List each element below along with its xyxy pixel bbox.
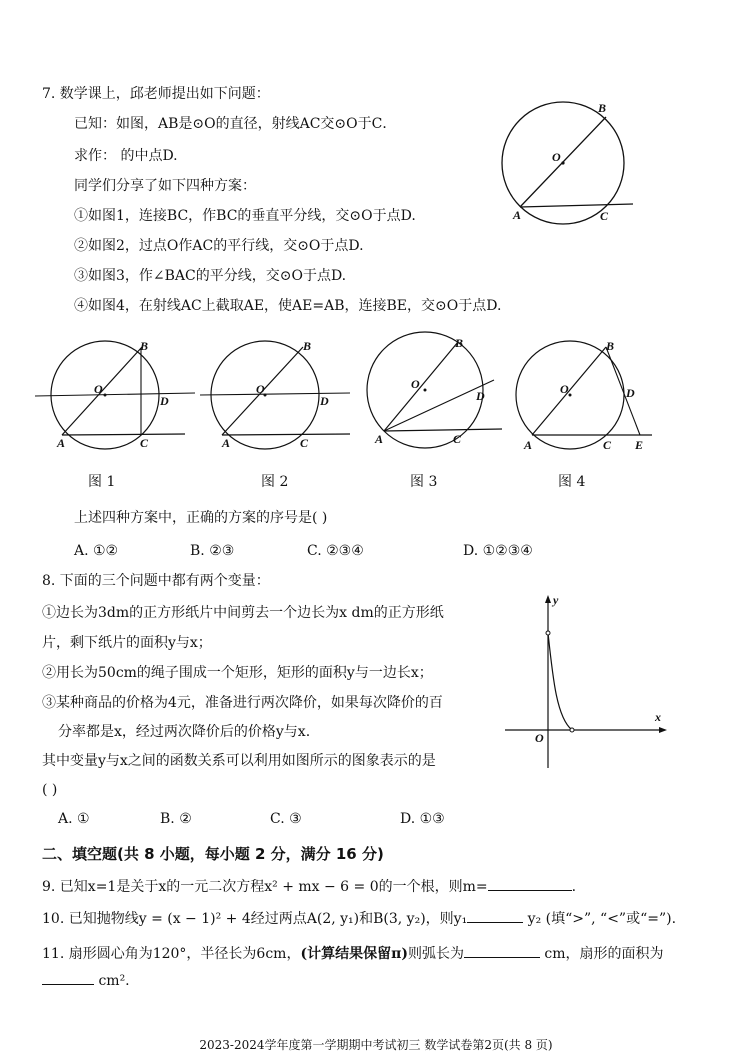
q11-arc-blank[interactable] xyxy=(464,943,540,958)
q10-answer-blank[interactable] xyxy=(467,908,523,923)
q9-text: 9. 已知x=1是关于x的一元二次方程x² + mx − 6 = 0的一个根，则m= xyxy=(42,879,488,895)
fig1-label-C: C xyxy=(140,436,149,450)
q8-conclusion: 其中变量y与x之间的函数关系可以利用如图所示的图象表示的是 xyxy=(42,753,436,769)
q11-text-d: cm². xyxy=(98,973,130,989)
q8-graph xyxy=(505,590,675,770)
fig2-label-B: B xyxy=(303,339,312,353)
q7-figure-2 xyxy=(200,335,360,460)
fig1-label-D: D xyxy=(160,394,169,408)
fig2-label-C: C xyxy=(300,436,309,450)
q11-text-c: cm，扇形的面积为 xyxy=(544,946,664,962)
label-A: A xyxy=(513,208,522,222)
fig4-label-E: E xyxy=(635,438,644,452)
fig4-label-D: D xyxy=(626,386,635,400)
q8-option-b[interactable]: B. ② xyxy=(160,811,192,827)
q11-text-b: 则弧长为 xyxy=(407,946,464,962)
fig3-caption: 图 3 xyxy=(410,474,438,490)
fig2-label-O: O xyxy=(256,382,265,396)
q7-question: 上述四种方案中，正确的方案的序号是( ) xyxy=(74,510,328,526)
fig3-label-C: C xyxy=(453,432,462,446)
q7-option-c[interactable]: C. ②③④ xyxy=(307,543,364,559)
q8-bracket: ( ) xyxy=(42,782,58,798)
q8-option-d[interactable]: D. ①③ xyxy=(400,811,445,827)
fig4-label-O: O xyxy=(560,382,569,396)
fig2-caption: 图 2 xyxy=(261,474,289,490)
q7-option-a[interactable]: A. ①② xyxy=(74,543,119,559)
fig3-label-B: B xyxy=(455,336,464,350)
q7-stem: 7. 数学课上，邱老师提出如下问题： xyxy=(42,86,270,102)
fig3-label-D: D xyxy=(476,389,485,403)
section-2-heading: 二、填空题(共 8 小题，每小题 2 分，满分 16 分) xyxy=(42,845,384,863)
q7-find: 求作： 的中点D. xyxy=(74,148,178,164)
fig4-label-A: A xyxy=(524,438,533,452)
q7-given: 已知：如图，AB是⊙O的直径，射线AC交⊙O于C． xyxy=(74,116,397,132)
page-footer: 2023-2024学年度第一学期期中考试初三 数学试卷第2页(共 8 页) xyxy=(199,1038,553,1052)
fig4-label-B: B xyxy=(606,339,615,353)
label-B: B xyxy=(598,101,607,115)
q11-text-bold: (计算结果保留π) xyxy=(300,946,408,962)
fig4-label-C: C xyxy=(603,438,612,452)
q11-area-blank[interactable] xyxy=(42,970,94,985)
q9-answer-blank[interactable] xyxy=(488,876,572,891)
fig4-caption: 图 4 xyxy=(558,474,586,490)
q10 xyxy=(42,908,676,928)
q7-option-d[interactable]: D. ①②③④ xyxy=(463,543,533,559)
q7-intro: 同学们分享了如下四种方案： xyxy=(74,178,256,194)
q8-label-O: O xyxy=(535,731,544,745)
q11-line2 xyxy=(42,970,130,990)
q8-label-y: y xyxy=(553,593,559,607)
q8-stem: 8. 下面的三个问题中都有两个变量： xyxy=(42,573,270,589)
label-C: C xyxy=(600,209,609,223)
fig1-label-O: O xyxy=(94,382,103,396)
q8-item-1a: ①边长为3dm的正方形纸片中间剪去一个边长为x dm的正方形纸 xyxy=(42,605,444,621)
q8-item-3a: ③某种商品的价格为4元，准备进行两次降价，如果每次降价的百 xyxy=(42,695,443,711)
q8-item-3b: 分率都是x，经过两次降价后的价格y与x. xyxy=(58,724,311,740)
q9 xyxy=(42,876,576,896)
fig3-label-A: A xyxy=(375,432,384,446)
q7-figure-3 xyxy=(362,330,507,455)
q7-plan-3: ③如图3，作∠BAC的平分线，交⊙O于点D. xyxy=(74,268,347,284)
q7-figure-4 xyxy=(512,335,662,460)
q11-text-a: 11. 扇形圆心角为120°，半径长为6cm， xyxy=(42,946,301,962)
q10-text-a: 10. 已知抛物线y = (x − 1)² + 4经过两点A(2, y₁)和B(3, y₂)，则y₁ xyxy=(42,911,468,927)
q7-figure-1 xyxy=(35,335,200,460)
fig1-label-A: A xyxy=(57,436,66,450)
fig1-caption: 图 1 xyxy=(88,474,116,490)
fig2-label-D: D xyxy=(320,394,329,408)
q7-main-figure xyxy=(480,95,640,230)
q9-end: . xyxy=(571,879,577,895)
q7-plan-1: ①如图1，连接BC，作BC的垂直平分线，交⊙O于点D. xyxy=(74,208,416,224)
fig3-label-O: O xyxy=(411,377,420,391)
q8-item-1b: 片，剩下纸片的面积y与x； xyxy=(42,635,212,651)
q11 xyxy=(42,943,664,963)
q7-plan-2: ②如图2，过点O作AC的平行线，交⊙O于点D. xyxy=(74,238,364,254)
q7-plan-4: ④如图4，在射线AC上截取AE，使AE=AB，连接BE，交⊙O于点D. xyxy=(74,298,502,314)
q7-option-b[interactable]: B. ②③ xyxy=(190,543,235,559)
fig1-label-B: B xyxy=(140,339,149,353)
q8-item-2: ②用长为50cm的绳子围成一个矩形，矩形的面积y与一边长x； xyxy=(42,665,433,681)
q8-option-a[interactable]: A. ① xyxy=(58,811,90,827)
label-O: O xyxy=(552,150,561,164)
fig2-label-A: A xyxy=(222,436,231,450)
q8-label-x: x xyxy=(655,710,661,724)
q10-text-b: y₂ (填“>”, “<”或“=”). xyxy=(527,911,677,927)
q8-option-c[interactable]: C. ③ xyxy=(270,811,302,827)
